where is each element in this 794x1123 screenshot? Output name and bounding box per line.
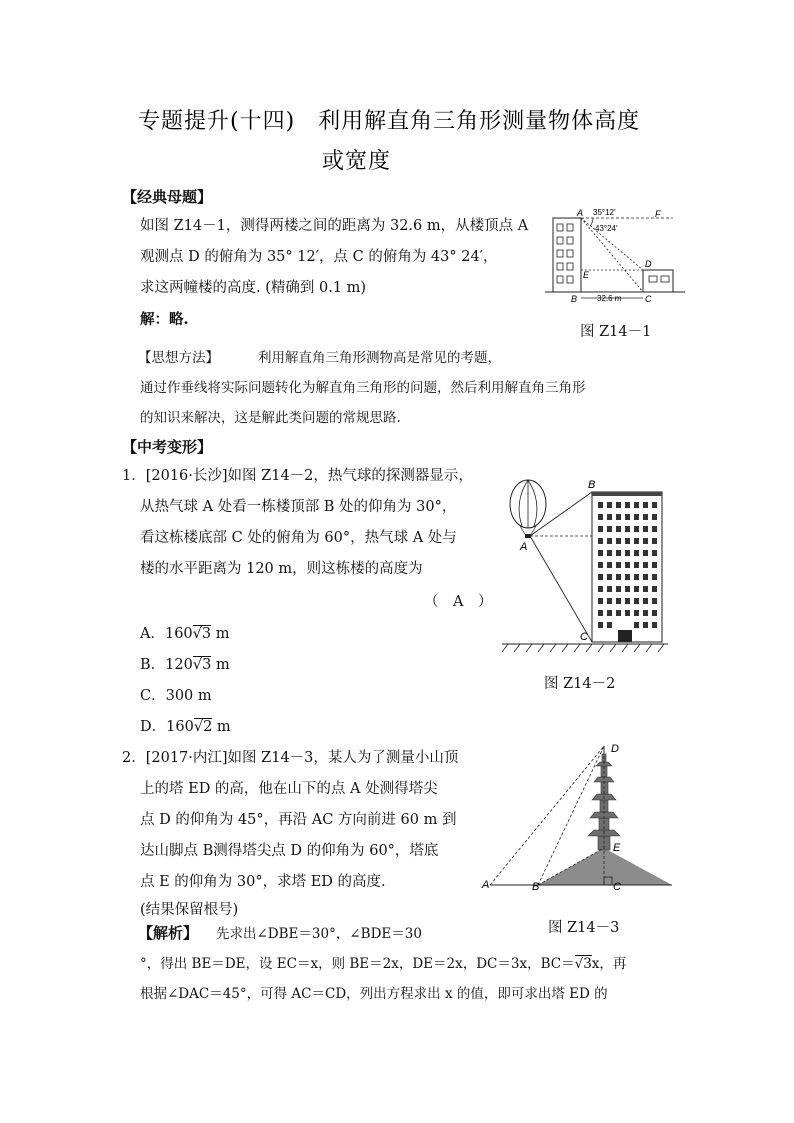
- q1-option-c: C．300 m: [140, 688, 212, 704]
- method-line-2: 通过作垂线将实际问题转化为解直角三角形的问题，然后利用解直角三角形: [140, 380, 586, 396]
- q1-line-3: 看这栋楼底部 C 处的俯角为 60°，热气球 A 处与: [140, 530, 457, 546]
- fig1-label-C: C: [645, 294, 652, 304]
- fig3-label-B: B: [532, 881, 540, 892]
- fig3-label-A: A: [482, 879, 490, 891]
- fig2-label-C: C: [580, 631, 588, 643]
- analysis-heading: 【解析】: [138, 924, 199, 942]
- classic-line-2: 观测点 D 的俯角为 35° 12′，点 C 的俯角为 43° 24′，: [140, 249, 498, 265]
- fig2-label-A: A: [520, 541, 528, 553]
- method-line-1: 利用解直角三角形测物高是常见的考题，: [258, 350, 501, 366]
- analysis-line-1: 先求出∠DBE＝30°，∠BDE＝30: [216, 926, 422, 942]
- q2-line-3: 点 D 的仰角为 45°，再沿 AC 方向前进 60 m 到: [140, 812, 457, 828]
- q1-option-a: A．160√3 m: [140, 626, 230, 642]
- variants-heading: 【中考变形】: [122, 438, 213, 456]
- fig1-label-E: E: [583, 270, 590, 280]
- q2-line-6: (结果保留根号): [140, 902, 239, 918]
- fig1-label-B: B: [571, 294, 578, 304]
- fig3-label-D: D: [611, 743, 619, 755]
- figure-caption-z14-3: 图 Z14－3: [548, 920, 620, 936]
- page-title: 专题提升(十四) 利用解直角三角形测量物体高度: [138, 109, 641, 134]
- figure-caption-z14-2: 图 Z14－2: [544, 676, 616, 692]
- q1-answer-bracket: （ A ）: [424, 594, 493, 610]
- method-line-3: 的知识来解决，这是解此类问题的常规思路.: [140, 410, 401, 426]
- figure-z14-2: [500, 474, 670, 662]
- classic-line-3: 求这两幢楼的高度. (精确到 0.1 m): [140, 280, 367, 296]
- fig1-distance: 32.6 m: [597, 294, 622, 303]
- classic-heading: 【经典母题】: [122, 188, 213, 206]
- fig1-angle-2: 43°24′: [595, 224, 618, 233]
- figure-caption-z14-1: 图 Z14－1: [580, 324, 652, 340]
- q2-line-4: 达山脚点 B测得塔尖点 D 的仰角为 60°，塔底: [140, 843, 439, 859]
- classic-line-1: 如图 Z14－1，测得两楼之间的距离为 32.6 m，从楼顶点 A: [140, 218, 529, 234]
- fig1-label-A: A: [577, 208, 584, 218]
- q1-line-1: 1．[2016·长沙]如图 Z14－2，热气球的探测器显示，: [122, 468, 473, 484]
- figure-z14-3: [480, 738, 675, 892]
- q1-line-4: 楼的水平距离为 120 m，则这栋楼的高度为: [140, 561, 423, 577]
- analysis-line-3: 根据∠DAC＝45°，可得 AC＝CD，列出方程求出 x 的值，即可求出塔 ED 的: [140, 986, 608, 1002]
- method-heading: 【思想方法】: [138, 350, 219, 366]
- q1-option-b: B．120√3 m: [140, 657, 230, 673]
- fig3-label-E: E: [613, 842, 621, 854]
- analysis-line-2: °，得出 BE＝DE，设 EC＝x，则 BE＝2x，DE＝2x，DC＝3x，BC＝√3x，再: [140, 956, 627, 972]
- q1-line-2: 从热气球 A 处看一栋楼顶部 B 处的仰角为 30°，: [140, 499, 457, 515]
- q2-line-2: 上的塔 ED 的高，他在山下的点 A 处测得塔尖: [140, 781, 438, 797]
- fig3-label-C: C: [613, 881, 621, 892]
- q1-option-d: D．160√2 m: [140, 719, 231, 735]
- fig2-label-B: B: [588, 479, 596, 491]
- classic-answer: 解：略.: [140, 311, 189, 328]
- fig1-label-D: D: [645, 259, 652, 269]
- q2-line-5: 点 E 的仰角为 30°，求塔 ED 的高度.: [140, 874, 386, 890]
- fig1-label-F: F: [655, 209, 661, 219]
- q2-line-1: 2．[2017·内江]如图 Z14－3，某人为了测量小山顶: [122, 750, 459, 766]
- fig1-angle-1: 35°12′: [593, 208, 616, 217]
- page-title-line2: 或宽度: [322, 149, 392, 174]
- figure-z14-1: [545, 204, 685, 304]
